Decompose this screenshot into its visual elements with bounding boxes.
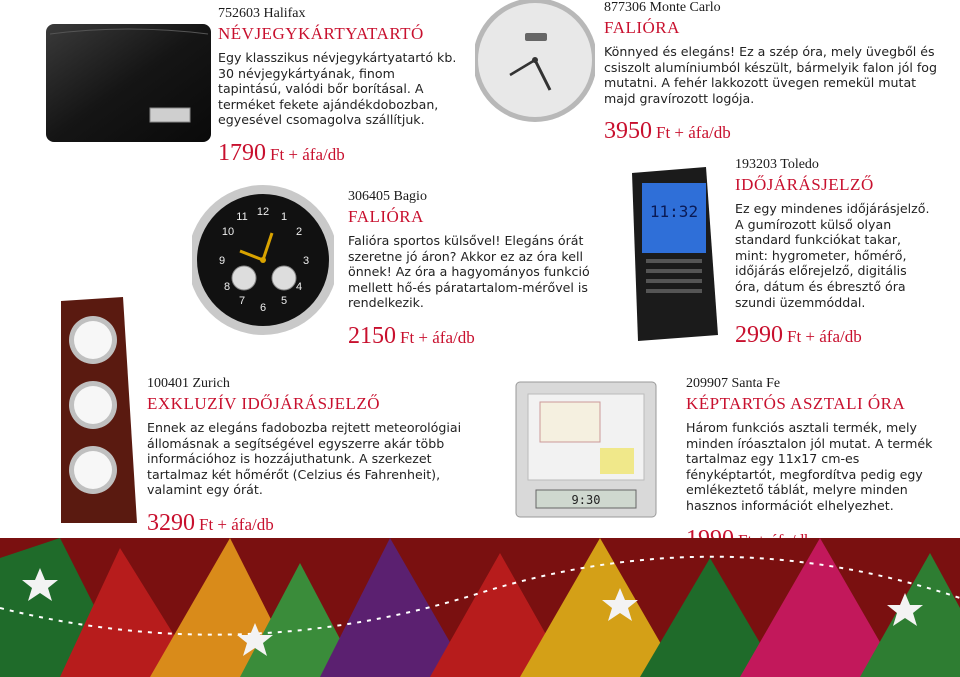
price-suffix: Ft + áfa/db xyxy=(199,514,274,534)
product-santa-fe xyxy=(686,376,936,553)
clock-number: 10 xyxy=(221,226,235,238)
product-code: 209907 Santa Fe xyxy=(686,376,781,391)
clock-number: 1 xyxy=(280,211,288,223)
zurich-weather-station-image xyxy=(55,295,140,525)
product-code: 306405 Bagio xyxy=(348,189,427,204)
price-value: 2150 xyxy=(348,322,396,349)
frame-clock-display: 9:30 xyxy=(571,493,601,507)
product-code: 752603 Halifax xyxy=(218,6,306,21)
product-zurich xyxy=(147,376,467,537)
product-bagio xyxy=(348,189,598,350)
price-value: 3290 xyxy=(147,509,195,536)
clock-number: 12 xyxy=(256,206,270,218)
toledo-weather-station-image xyxy=(628,165,720,343)
santa-fe-frame-clock-image xyxy=(512,378,662,523)
product-title: NÉVJEGYKÁRTYATARTÓ xyxy=(218,24,424,43)
price-value: 2990 xyxy=(735,322,783,349)
price-suffix: Ft + áfa/db xyxy=(787,327,862,347)
product-price xyxy=(348,323,598,350)
card-holder-image xyxy=(40,20,215,148)
clock-number: 8 xyxy=(223,281,231,293)
clock-number: 9 xyxy=(218,255,226,267)
bagio-clock-image xyxy=(192,183,334,338)
festive-banner xyxy=(0,538,960,677)
price-value: 3950 xyxy=(604,118,652,145)
product-price xyxy=(604,118,949,145)
product-code: 877306 Monte Carlo xyxy=(604,0,721,15)
product-title: FALIÓRA xyxy=(604,18,680,37)
clock-number: 7 xyxy=(238,295,246,307)
clock-number: 3 xyxy=(302,255,310,267)
product-title: FALIÓRA xyxy=(348,207,424,226)
product-toledo xyxy=(735,157,935,349)
price-suffix: Ft + áfa/db xyxy=(400,327,475,347)
product-code: 193203 Toledo xyxy=(735,157,819,172)
clock-number: 11 xyxy=(236,211,248,223)
price-suffix: Ft + áfa/db xyxy=(656,123,731,143)
product-description: Ennek az elegáns fadobozba rejtett meteorológiai állomásnak a segítségével egyszerre akár több információhoz is hozzájuthatunk. A szerkezet tartalmaz két hőmérőt (Celzius és Fahrenheit), valamint egy órát. xyxy=(147,420,462,498)
product-description: Három funkciós asztali termék, mely minden íróasztalon jól mutat. A termék tartalmaz egy 11x17 cm-es fényképtartót, megfordítva pedig egy emlékeztető táblát, melyre minden hasznos információt elhelyezhet. xyxy=(686,420,933,513)
product-title: IDŐJÁRÁSJELZŐ xyxy=(735,175,874,194)
price-suffix: Ft + áfa/db xyxy=(270,144,345,164)
product-description: Könnyed és elegáns! Ez a szép óra, mely üvegből és csiszolt alumíniumból készült, bármelyik falon jól fog mutatni. A fehér lakkozott üvegen remekül mutat majd gravírozott logója. xyxy=(604,44,937,106)
product-title: KÉPTARTÓS ASZTALI ÓRA xyxy=(686,394,906,413)
product-title: EXKLUZÍV IDŐJÁRÁSJELZŐ xyxy=(147,394,381,413)
product-halifax xyxy=(218,6,458,167)
price-value: 1790 xyxy=(218,139,266,166)
product-description: Falióra sportos külsővel! Elegáns órát szeretne jó áron? Akkor ez az óra kell önnek! Az óra a hagyományos funkció mellett hő-és páratartalom-mérővel is rendelkezik. xyxy=(348,233,590,311)
product-description: Egy klasszikus névjegykártyatartó kb. 30 névjegykártyának, finom tapintású, valódi bőr borításal. A terméket fekete ajándékdobozban, egyesével csomagolva szállítjuk. xyxy=(218,50,457,128)
product-description: Ez egy mindenes időjárásjelző. A gumírozott külső olyan standard funkciókat takar, mint: hygrometer, hőmérő, időjárás előrejelző, digitális óra, dátum és ébresztő óra szundi üzemmóddal. xyxy=(735,201,930,310)
product-monte-carlo xyxy=(604,0,949,145)
clock-number: 2 xyxy=(295,226,303,238)
product-price xyxy=(147,510,467,537)
monte-carlo-clock-image xyxy=(475,0,595,130)
weather-display-time: 11:32 xyxy=(649,202,699,221)
product-code: 100401 Zurich xyxy=(147,376,230,391)
product-price xyxy=(218,140,458,167)
clock-number: 5 xyxy=(280,295,288,307)
clock-number: 6 xyxy=(259,302,267,314)
product-price xyxy=(735,322,935,349)
clock-number: 4 xyxy=(295,281,303,293)
